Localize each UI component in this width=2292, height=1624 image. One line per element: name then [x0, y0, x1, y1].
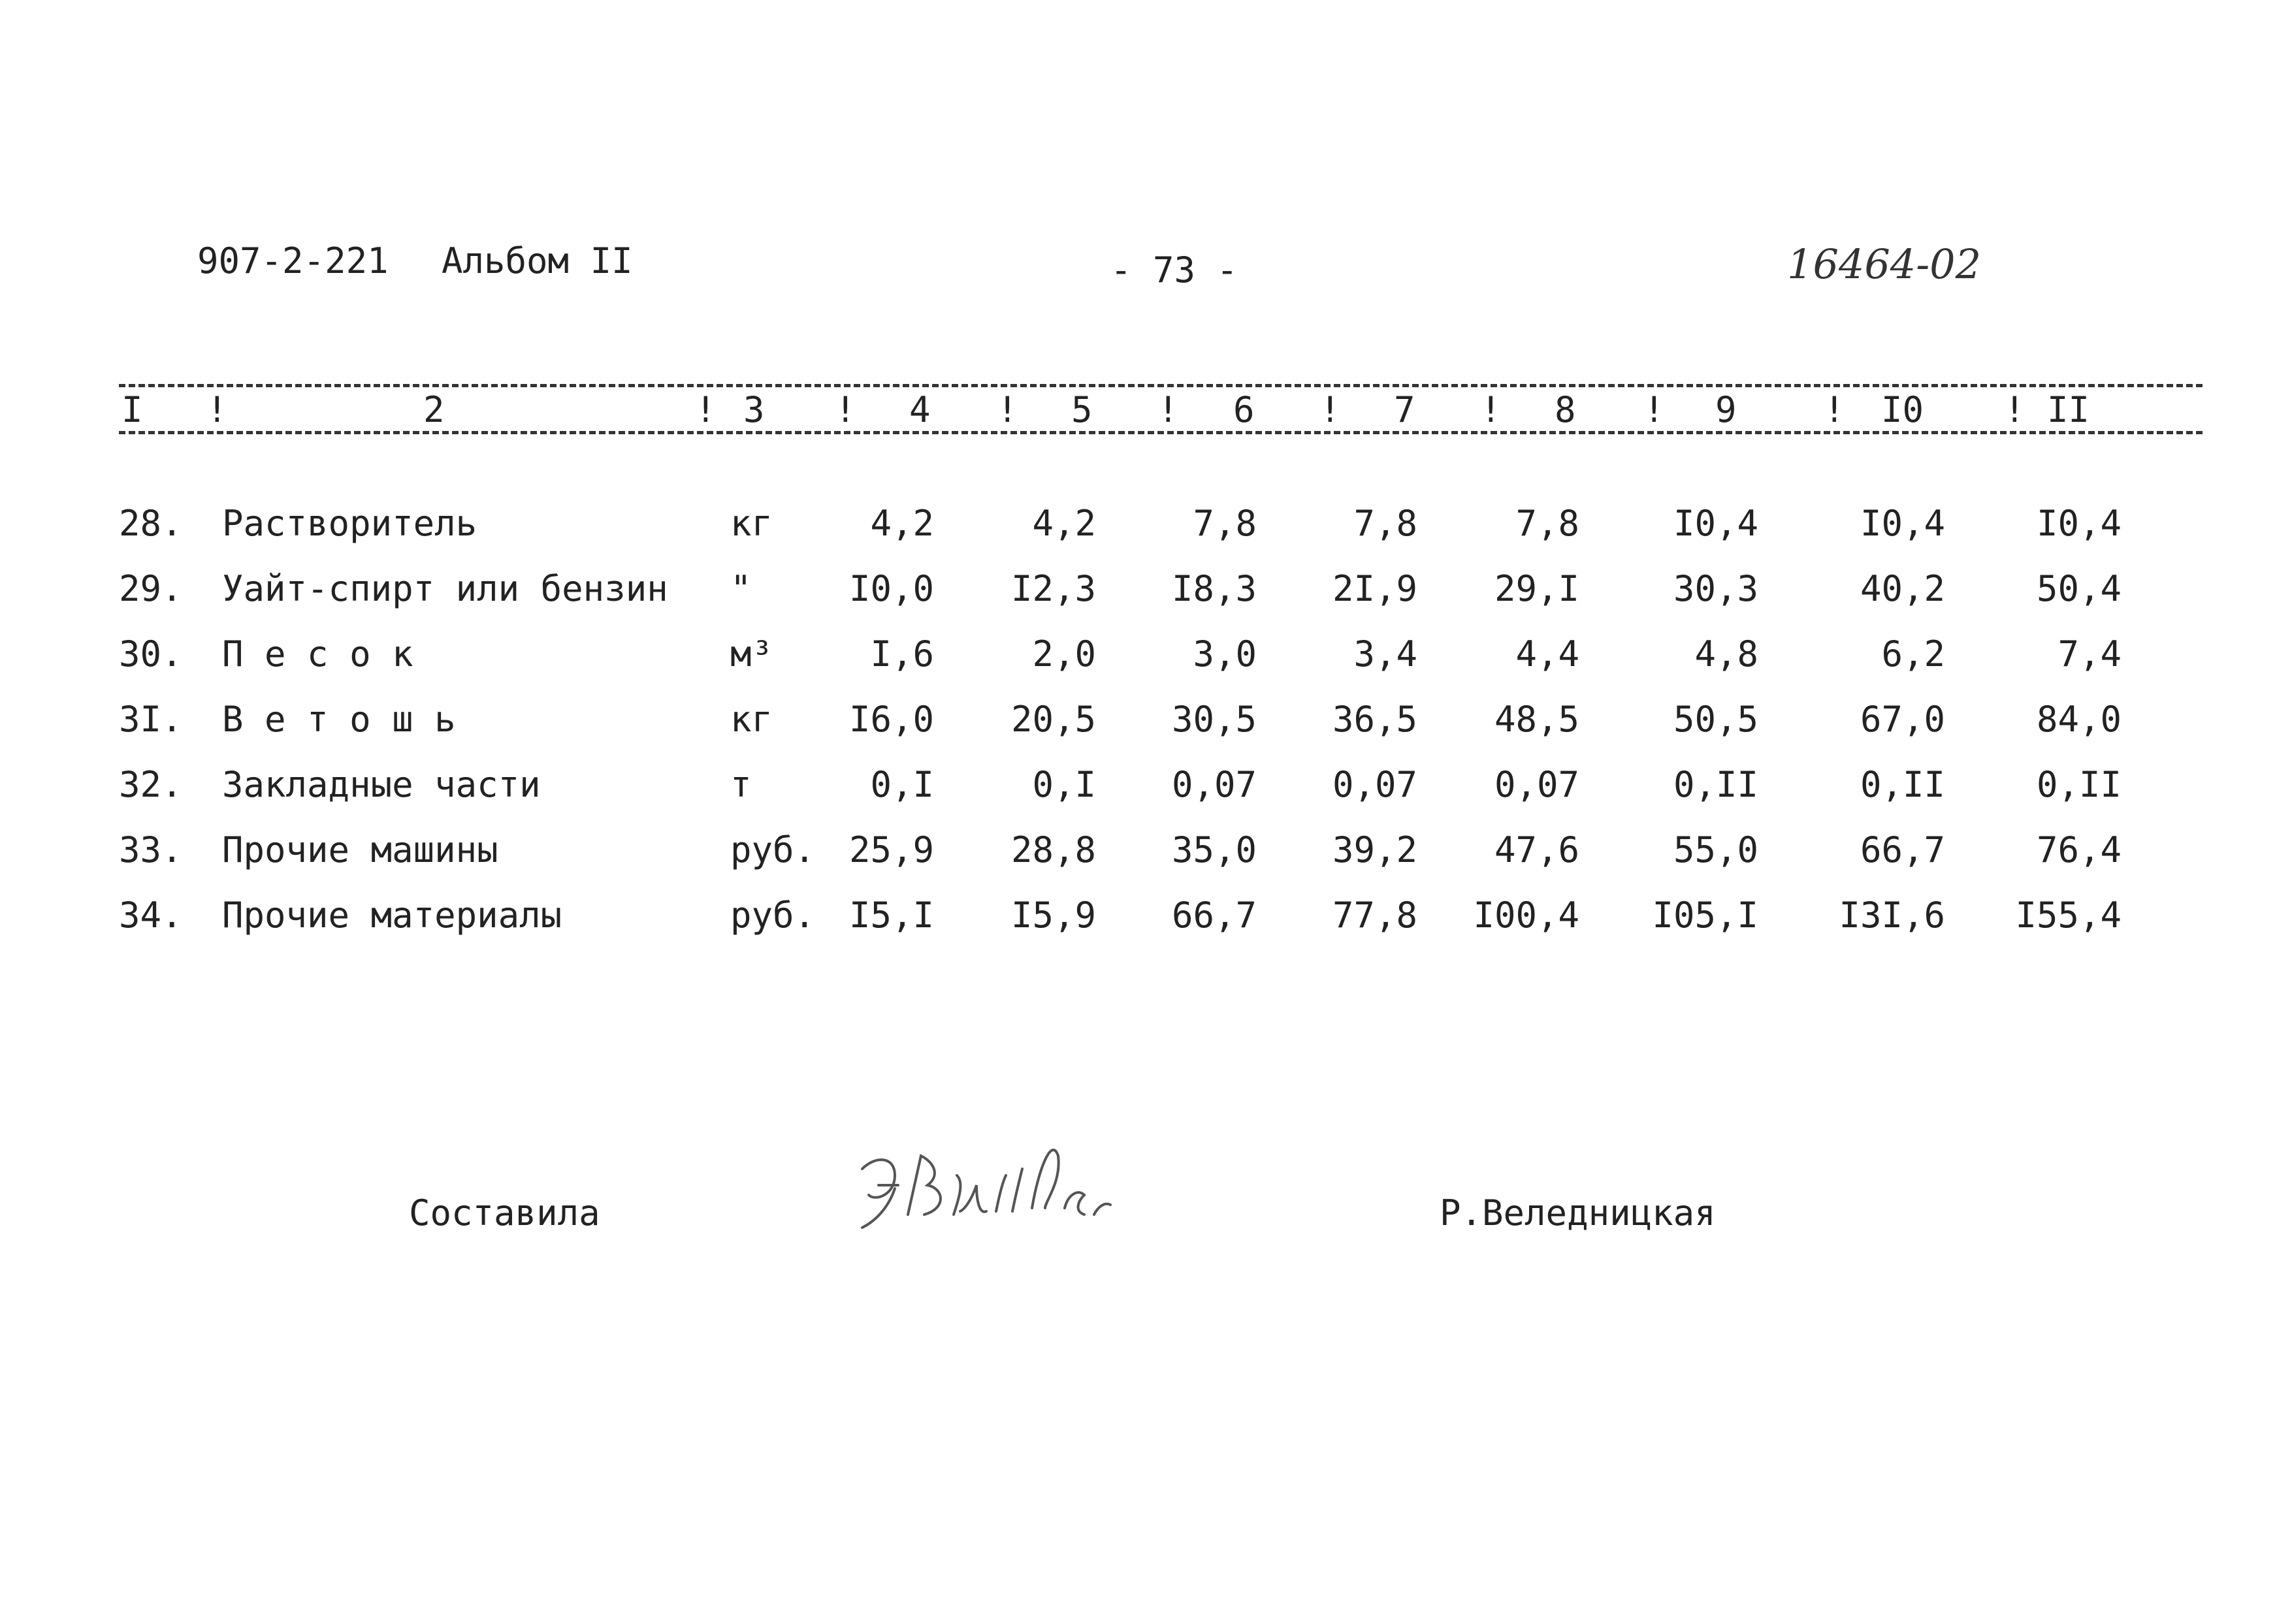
table-row	[0, 699, 2292, 764]
value-cell: 2I,9	[1332, 568, 1417, 609]
value-cell: I,6	[870, 633, 934, 675]
value-cell: 4,4	[1515, 633, 1579, 675]
value-cell: 25,9	[848, 829, 934, 870]
table-row	[0, 829, 2292, 895]
value-cell: 4,2	[1032, 503, 1096, 544]
value-cell: 0,II	[2036, 764, 2122, 805]
item-unit: т	[730, 764, 752, 805]
table-row	[0, 764, 2292, 829]
column-separator: !	[997, 389, 1018, 430]
column-number: 5	[1071, 389, 1093, 430]
row-number: 30.	[119, 633, 183, 675]
item-name: Закладные части	[222, 764, 541, 805]
item-unit: руб.	[730, 829, 816, 870]
row-number: 33.	[119, 829, 183, 870]
row-number: 28.	[119, 503, 183, 544]
compiled-label: Составила	[409, 1192, 600, 1234]
value-cell: I05,I	[1652, 895, 1758, 936]
value-cell: I2,3	[1010, 568, 1096, 609]
column-separator: !	[695, 389, 717, 430]
column-separator: !	[1824, 389, 1845, 430]
value-cell: 20,5	[1010, 699, 1096, 740]
row-number: 34.	[119, 895, 183, 936]
value-cell: I3I,6	[1839, 895, 1945, 936]
value-cell: 3,4	[1353, 633, 1417, 675]
table-row	[0, 503, 2292, 568]
value-cell: 28,8	[1010, 829, 1096, 870]
row-number: 29.	[119, 568, 183, 609]
item-unit: кг	[730, 699, 773, 740]
value-cell: 55,0	[1673, 829, 1758, 870]
value-cell: I8,3	[1171, 568, 1257, 609]
doc-code: 907-2-221	[197, 240, 389, 281]
row-number: 32.	[119, 764, 183, 805]
handwritten-signature	[849, 1130, 1123, 1247]
column-number: 3	[743, 389, 765, 430]
column-separator: !	[1157, 389, 1179, 430]
column-number: 9	[1715, 389, 1737, 430]
value-cell: 7,8	[1353, 503, 1417, 544]
column-separator: !	[2004, 389, 2026, 430]
column-number: I	[121, 389, 143, 430]
table-row	[0, 568, 2292, 633]
value-cell: 0,I	[1032, 764, 1096, 805]
value-cell: 3,0	[1193, 633, 1257, 675]
column-separator: !	[1480, 389, 1502, 430]
value-cell: 4,2	[870, 503, 934, 544]
value-cell: I5,I	[848, 895, 934, 936]
item-unit: "	[730, 568, 752, 609]
header-bottom-rule	[119, 431, 2203, 434]
item-name: В е т о ш ь	[222, 699, 456, 740]
item-name: Прочие машины	[222, 829, 498, 870]
table-row	[0, 895, 2292, 960]
value-cell: I0,4	[1860, 503, 1945, 544]
value-cell: 0,I	[870, 764, 934, 805]
value-cell: 50,4	[2036, 568, 2122, 609]
value-cell: 7,8	[1515, 503, 1579, 544]
signature	[849, 1130, 1123, 1250]
value-cell: 4,8	[1694, 633, 1758, 675]
value-cell: 0,07	[1171, 764, 1257, 805]
value-cell: I0,4	[1673, 503, 1758, 544]
inventory-number: 16464-02	[1787, 240, 1982, 288]
value-cell: I0,4	[2036, 503, 2122, 544]
value-cell: I55,4	[2015, 895, 2122, 936]
value-cell: 0,II	[1860, 764, 1945, 805]
value-cell: 29,I	[1494, 568, 1579, 609]
value-cell: 50,5	[1673, 699, 1758, 740]
column-separator: !	[835, 389, 856, 430]
value-cell: 6,2	[1881, 633, 1945, 675]
page-number: - 73 -	[1110, 249, 1238, 291]
value-cell: 76,4	[2036, 829, 2122, 870]
value-cell: 47,6	[1494, 829, 1579, 870]
value-cell: 67,0	[1860, 699, 1945, 740]
column-number: II	[2047, 389, 2090, 430]
column-number: I0	[1881, 389, 1924, 430]
column-number: 4	[909, 389, 931, 430]
value-cell: 48,5	[1494, 699, 1579, 740]
item-unit: руб.	[730, 895, 816, 936]
column-number: 2	[423, 389, 445, 430]
table-row	[0, 633, 2292, 699]
column-number: 6	[1233, 389, 1255, 430]
item-name: П е с о к	[222, 633, 413, 675]
header-top-rule	[119, 384, 2203, 387]
value-cell: I00,4	[1473, 895, 1579, 936]
value-cell: I5,9	[1010, 895, 1096, 936]
value-cell: 30,5	[1171, 699, 1257, 740]
row-number: 3I.	[119, 699, 183, 740]
item-name: Растворитель	[222, 503, 477, 544]
value-cell: 7,8	[1193, 503, 1257, 544]
column-separator: !	[1319, 389, 1341, 430]
item-name: Прочие материалы	[222, 895, 562, 936]
value-cell: 0,II	[1673, 764, 1758, 805]
item-name: Уайт-спирт или бензин	[222, 568, 668, 609]
value-cell: 2,0	[1032, 633, 1096, 675]
value-cell: 66,7	[1860, 829, 1945, 870]
item-unit: кг	[730, 503, 773, 544]
value-cell: I0,0	[848, 568, 934, 609]
album-label: Альбом II	[442, 240, 633, 281]
column-separator: !	[206, 389, 228, 430]
column-number: 7	[1394, 389, 1415, 430]
compiler-name: Р.Веледницкая	[1440, 1192, 1716, 1234]
value-cell: 30,3	[1673, 568, 1758, 609]
value-cell: 35,0	[1171, 829, 1257, 870]
value-cell: 0,07	[1494, 764, 1579, 805]
value-cell: 84,0	[2036, 699, 2122, 740]
value-cell: 40,2	[1860, 568, 1945, 609]
column-separator: !	[1643, 389, 1665, 430]
item-unit: м³	[730, 633, 773, 675]
value-cell: 77,8	[1332, 895, 1417, 936]
value-cell: 39,2	[1332, 829, 1417, 870]
value-cell: 0,07	[1332, 764, 1417, 805]
value-cell: I6,0	[848, 699, 934, 740]
value-cell: 7,4	[2058, 633, 2122, 675]
value-cell: 36,5	[1332, 699, 1417, 740]
column-number: 8	[1555, 389, 1576, 430]
value-cell: 66,7	[1171, 895, 1257, 936]
